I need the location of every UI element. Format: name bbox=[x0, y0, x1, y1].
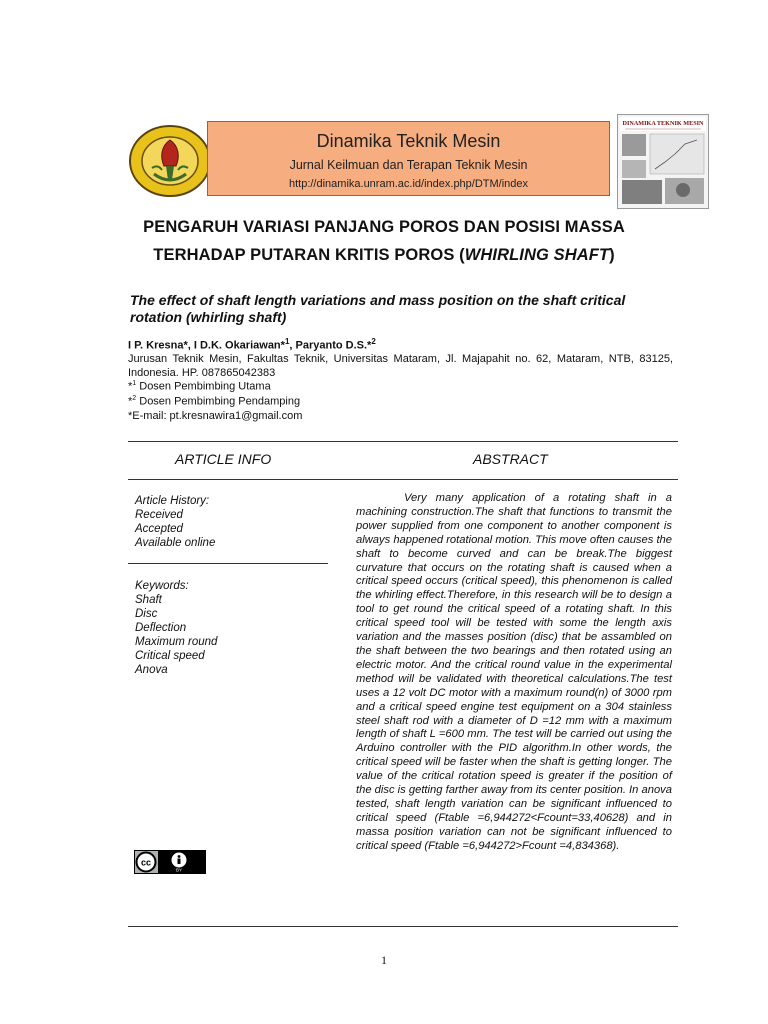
by-icon: BY bbox=[175, 867, 183, 873]
svg-text:DINAMIKA TEKNIK MESIN: DINAMIKA TEKNIK MESIN bbox=[622, 120, 704, 127]
journal-url[interactable]: http://dinamika.unram.ac.id/index.php/DTM/index bbox=[288, 178, 529, 190]
article-history bbox=[135, 494, 215, 550]
keyword: Shaft bbox=[135, 594, 162, 606]
paper-title-line-2: TERHADAP PUTARAN KRITIS POROS (WHIRLING SHAFT) bbox=[153, 246, 615, 264]
contact-email[interactable]: *E-mail: pt.kresnawira1@gmail.com bbox=[128, 410, 303, 422]
history-item: Accepted bbox=[135, 523, 183, 535]
affiliation: Jurusan Teknik Mesin, Fakultas Teknik, Universitas Mataram, Jl. Majapahit no. 62, Mataram, NTB, 83125, Indonesia. HP. 087865042383 bbox=[128, 353, 673, 379]
journal-cover-image bbox=[617, 114, 709, 209]
author-list: I P. Kresna*, I D.K. Okariawan*$^1$, Paryanto D.S.*$^2$ bbox=[128, 337, 376, 352]
keyword: Deflection bbox=[135, 622, 187, 634]
keyword: Disc bbox=[135, 608, 158, 620]
divider-bottom bbox=[128, 926, 678, 927]
page-number: 1 bbox=[381, 953, 387, 967]
divider-top bbox=[128, 441, 678, 442]
divider-info bbox=[128, 563, 328, 564]
note-supervisor-2: *$^2$ Dosen Pembimbing Pendamping bbox=[128, 395, 301, 408]
abstract-heading: ABSTRACT bbox=[473, 451, 548, 467]
university-logo bbox=[128, 124, 212, 198]
history-item: Received bbox=[135, 509, 183, 521]
keyword-label: Keywords: bbox=[135, 580, 189, 592]
abstract-text: Very many application of a rotating shaft in a machining construction.The shaft that functions to transmit the power supplied from one component to another component is always happened rotational motion. This move often causes the shaft to become curved and can be break.The biggest curvature that occurs on the rotating shaft is caused when a critical speed occurs (critical speed), this phenomenon is called the whirling effect.Therefore, in this research will be to design a tool to get round the critical speed of a rotating shaft. In this critical speed tool will be tested with some the length axis variation and the masses position (disc) that be assambled on the shaft between the two bearings and then rotated using an electric motor. And the critical round value in the experimental method will be validated with theoretical calculations.The test uses a 12 volt DC motor with a maximum round(n) of 3000 rpm and a critical speed engine test equipment on a 304 stainless steel shaft rod with a diameter of D =12 mm with a maximum length of shaft L =600 mm. The test will be carried out using the Arduino controller with the PID algorithm.In other words, the critical speed will be faster when the shaft is getting longer. The value of the critical rotation speed is greater if the position of the disc is getting farther away from its center position. In anova tested, shaft length variation can be significant influenced to critical speed (Ftable =6,944272<Fcount=33,40628) and in massa position variation can not be significant influenced to critical speed (Ftable =6,944272>Fcount =4,834368). bbox=[356, 492, 672, 852]
keyword: Critical speed bbox=[135, 650, 205, 662]
note-supervisor-1: *$^1$ Dosen Pembimbing Utama bbox=[128, 380, 271, 393]
title-italic-term: WHIRLING SHAFT bbox=[464, 246, 610, 264]
journal-banner bbox=[207, 121, 610, 196]
history-item: Article History: bbox=[135, 495, 210, 507]
keyword: Anova bbox=[135, 664, 168, 676]
cc-icon: cc bbox=[140, 857, 152, 868]
abstract-body bbox=[356, 492, 672, 854]
cc-by-license-badge[interactable] bbox=[134, 850, 206, 874]
keyword: Maximum round bbox=[135, 636, 218, 648]
article-info-heading: ARTICLE INFO bbox=[175, 451, 272, 467]
journal-name: Dinamika Teknik Mesin bbox=[316, 131, 501, 151]
divider-header bbox=[128, 479, 678, 480]
keywords-list bbox=[135, 579, 217, 677]
english-title: The effect of shaft length variations and mass position on the shaft critical rotation (whirling shaft) bbox=[130, 292, 626, 325]
history-item: Available online bbox=[135, 537, 216, 549]
paper-title-line-1: PENGARUH VARIASI PANJANG POROS DAN POSISI MASSA bbox=[143, 218, 625, 236]
journal-subtitle: Jurnal Keilmuan dan Terapan Teknik Mesin bbox=[289, 158, 528, 172]
